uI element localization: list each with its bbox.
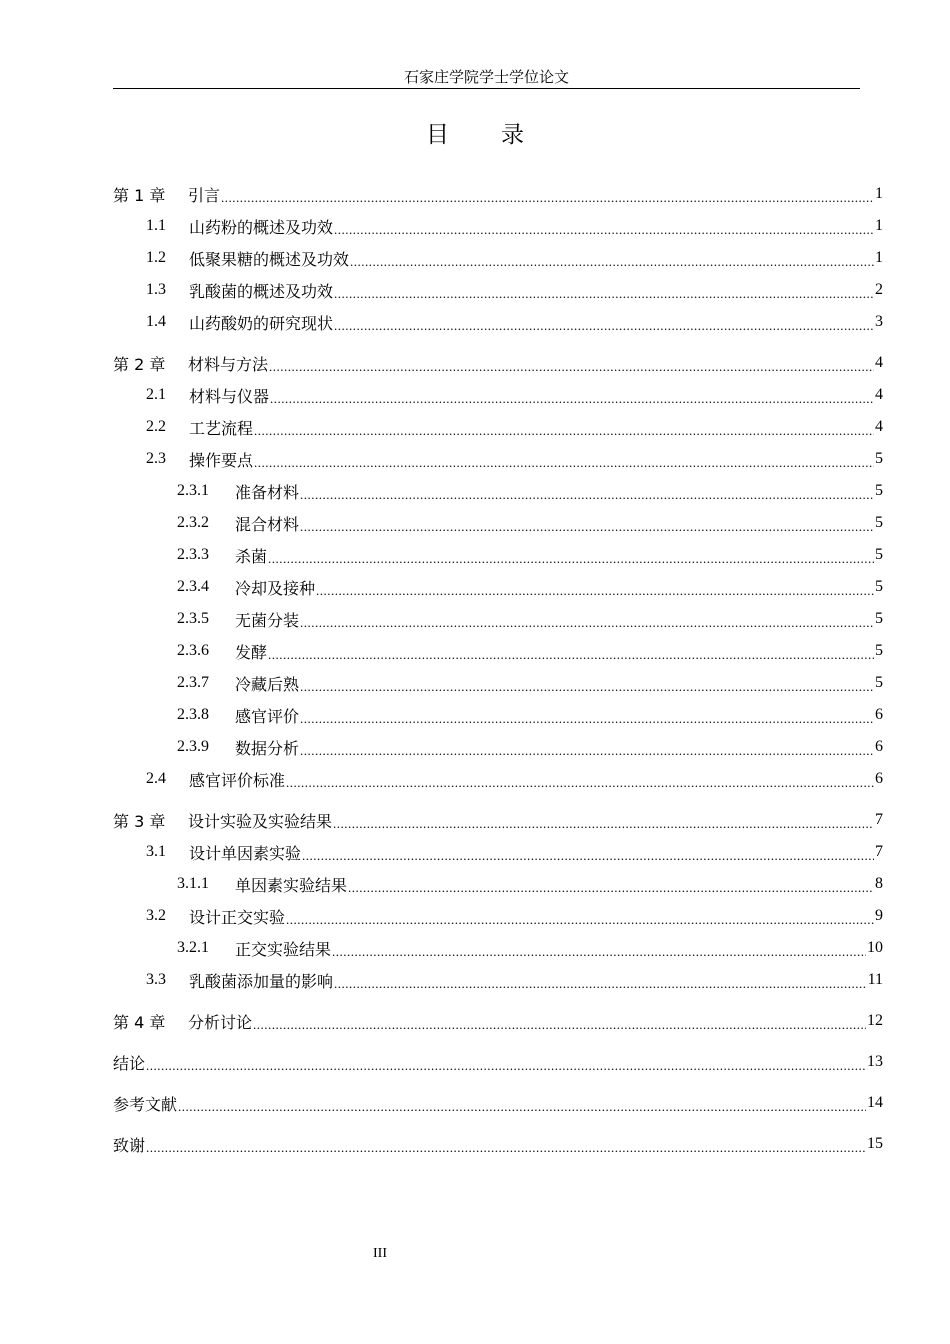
toc-entry-page: 10 xyxy=(867,939,883,956)
toc-entry-title: 参考文献 xyxy=(113,1094,178,1114)
toc-dot-leader xyxy=(334,222,874,238)
toc-entry-title: 分析讨论 xyxy=(188,1012,253,1032)
toc-entry[interactable] xyxy=(113,932,883,964)
toc-dot-leader xyxy=(178,1099,866,1115)
toc-entry[interactable] xyxy=(113,571,883,603)
header-text: 石家庄学院学士学位论文 xyxy=(403,68,569,86)
toc-entry-number: 2.1 xyxy=(146,386,166,403)
toc-entry-number: 3.1.1 xyxy=(177,875,209,892)
toc-dot-leader xyxy=(269,359,874,375)
toc-entry-page: 5 xyxy=(875,514,883,531)
toc-entry[interactable] xyxy=(113,306,883,338)
toc-entry-page: 11 xyxy=(867,971,883,988)
toc-dot-leader xyxy=(268,551,874,567)
toc-entry[interactable] xyxy=(113,347,883,379)
title-char-1: 目 xyxy=(426,122,449,148)
toc-entry-title: 感官评价 xyxy=(235,706,300,726)
toc-entry-number: 2.2 xyxy=(146,418,166,435)
toc-entry-page: 15 xyxy=(867,1135,883,1152)
toc-entry[interactable] xyxy=(113,242,883,274)
toc-entry-title: 无菌分装 xyxy=(235,610,300,630)
toc-entry[interactable] xyxy=(113,603,883,635)
toc-entry-page: 5 xyxy=(875,610,883,627)
toc-entry[interactable] xyxy=(113,411,883,443)
toc-entry-page: 14 xyxy=(867,1094,883,1111)
toc-dot-leader xyxy=(334,318,874,334)
toc-entry[interactable] xyxy=(113,836,883,868)
toc-entry-number: 第 4 章 xyxy=(113,1012,166,1032)
toc-entry-page: 2 xyxy=(875,281,883,298)
page-number: III xyxy=(373,1246,387,1261)
toc-entry-title: 发酵 xyxy=(235,642,268,662)
toc-dot-leader xyxy=(316,583,874,599)
toc-dot-leader xyxy=(270,391,874,407)
toc-dot-leader xyxy=(286,775,874,791)
toc-dot-leader xyxy=(146,1140,866,1156)
toc-entry-page: 3 xyxy=(875,313,883,330)
page-title xyxy=(0,116,950,149)
toc-entry[interactable] xyxy=(113,539,883,571)
toc-dot-leader xyxy=(300,519,874,535)
toc-entry[interactable] xyxy=(113,635,883,667)
toc-dot-leader xyxy=(332,944,866,960)
toc-entry-number: 2.3 xyxy=(146,450,166,467)
toc-entry-page: 12 xyxy=(867,1012,883,1029)
toc-entry[interactable] xyxy=(113,868,883,900)
toc-entry-number: 第 1 章 xyxy=(113,185,166,205)
toc-dot-leader xyxy=(300,615,874,631)
toc-entry[interactable] xyxy=(113,1128,883,1160)
toc-entry-title: 结论 xyxy=(113,1053,146,1073)
toc-entry-title: 引言 xyxy=(188,185,221,205)
toc-entry[interactable] xyxy=(113,731,883,763)
toc-entry-number: 2.3.6 xyxy=(177,642,209,659)
toc-dot-leader xyxy=(268,647,874,663)
toc-entry-page: 4 xyxy=(875,418,883,435)
toc-entry-page: 5 xyxy=(875,450,883,467)
toc-entry[interactable] xyxy=(113,475,883,507)
toc-entry-title: 单因素实验结果 xyxy=(235,875,348,895)
toc-entry[interactable] xyxy=(113,507,883,539)
toc-entry-number: 1.2 xyxy=(146,249,166,266)
toc-dot-leader xyxy=(254,423,874,439)
toc-entry-title: 正交实验结果 xyxy=(235,939,332,959)
toc-entry-title: 乳酸菌添加量的影响 xyxy=(189,971,334,991)
toc-entry-page: 5 xyxy=(875,642,883,659)
toc-entry-page: 5 xyxy=(875,578,883,595)
toc-entry[interactable] xyxy=(113,210,883,242)
toc-entry-number: 3.2 xyxy=(146,907,166,924)
toc-entry[interactable] xyxy=(113,379,883,411)
toc-entry[interactable] xyxy=(113,763,883,795)
toc-dot-leader xyxy=(300,679,874,695)
toc-entry-page: 6 xyxy=(875,706,883,723)
toc-dot-leader xyxy=(302,848,874,864)
toc-entry-title: 数据分析 xyxy=(235,738,300,758)
toc-entry-page: 4 xyxy=(875,354,883,371)
toc-entry-page: 1 xyxy=(875,249,883,266)
toc-entry[interactable] xyxy=(113,178,883,210)
toc-dot-leader xyxy=(300,487,874,503)
toc-entry[interactable] xyxy=(113,964,883,996)
toc-entry-page: 7 xyxy=(875,843,883,860)
toc-entry-title: 山药粉的概述及功效 xyxy=(189,217,334,237)
toc-entry-title: 冷却及接种 xyxy=(235,578,316,598)
toc-entry-number: 第 2 章 xyxy=(113,354,166,374)
toc-entry-title: 感官评价标准 xyxy=(189,770,286,790)
toc-entry-number: 2.3.8 xyxy=(177,706,209,723)
toc-entry-page: 5 xyxy=(875,482,883,499)
toc-entry-number: 2.3.1 xyxy=(177,482,209,499)
toc-entry-page: 5 xyxy=(875,674,883,691)
running-header xyxy=(113,66,860,89)
toc-entry-title: 杀菌 xyxy=(235,546,268,566)
toc-entry[interactable] xyxy=(113,1005,883,1037)
table-of-contents xyxy=(113,178,883,1160)
toc-entry-title: 准备材料 xyxy=(235,482,300,502)
toc-entry-page: 9 xyxy=(875,907,883,924)
toc-entry-title: 设计单因素实验 xyxy=(189,843,302,863)
toc-entry-page: 6 xyxy=(875,738,883,755)
toc-entry-title: 工艺流程 xyxy=(189,418,254,438)
toc-entry-title: 致谢 xyxy=(113,1135,146,1155)
toc-entry-page: 5 xyxy=(875,546,883,563)
toc-entry-page: 13 xyxy=(867,1053,883,1070)
toc-entry-title: 冷藏后熟 xyxy=(235,674,300,694)
toc-entry[interactable] xyxy=(113,1046,883,1078)
toc-entry-title: 材料与方法 xyxy=(188,354,269,374)
toc-entry[interactable] xyxy=(113,667,883,699)
toc-dot-leader xyxy=(253,1017,866,1033)
toc-entry-title: 山药酸奶的研究现状 xyxy=(189,313,334,333)
toc-entry-number: 2.3.3 xyxy=(177,546,209,563)
toc-entry-number: 1.4 xyxy=(146,313,166,330)
toc-entry-title: 混合材料 xyxy=(235,514,300,534)
toc-entry-number: 2.3.4 xyxy=(177,578,209,595)
toc-entry-page: 8 xyxy=(875,875,883,892)
toc-entry-title: 设计实验及实验结果 xyxy=(188,811,333,831)
toc-entry-number: 2.3.2 xyxy=(177,514,209,531)
toc-dot-leader xyxy=(221,190,874,206)
toc-entry-title: 乳酸菌的概述及功效 xyxy=(189,281,334,301)
toc-entry-title: 材料与仪器 xyxy=(189,386,270,406)
toc-dot-leader xyxy=(146,1058,866,1074)
toc-dot-leader xyxy=(286,912,874,928)
toc-dot-leader xyxy=(334,286,874,302)
toc-dot-leader xyxy=(348,880,874,896)
toc-entry-number: 1.3 xyxy=(146,281,166,298)
toc-entry-title: 操作要点 xyxy=(189,450,254,470)
toc-entry-number: 3.2.1 xyxy=(177,939,209,956)
toc-entry-number: 3.1 xyxy=(146,843,166,860)
toc-entry-title: 设计正交实验 xyxy=(189,907,286,927)
toc-entry-page: 4 xyxy=(875,386,883,403)
toc-entry-page: 1 xyxy=(875,217,883,234)
toc-dot-leader xyxy=(350,254,874,270)
toc-entry-page: 7 xyxy=(875,811,883,828)
toc-entry-page: 6 xyxy=(875,770,883,787)
toc-entry-number: 2.3.7 xyxy=(177,674,209,691)
toc-entry-number: 2.3.9 xyxy=(177,738,209,755)
toc-entry-number: 第 3 章 xyxy=(113,811,166,831)
toc-entry[interactable] xyxy=(113,804,883,836)
toc-dot-leader xyxy=(254,455,874,471)
toc-entry-page: 1 xyxy=(875,185,883,202)
toc-entry[interactable] xyxy=(113,1087,883,1119)
toc-entry-number: 1.1 xyxy=(146,217,166,234)
toc-dot-leader xyxy=(300,711,874,727)
toc-dot-leader xyxy=(300,743,874,759)
toc-entry[interactable] xyxy=(113,443,883,475)
title-char-2: 录 xyxy=(501,122,524,148)
toc-entry-number: 3.3 xyxy=(146,971,166,988)
toc-entry[interactable] xyxy=(113,900,883,932)
toc-entry-number: 2.4 xyxy=(146,770,166,787)
toc-entry-number: 2.3.5 xyxy=(177,610,209,627)
toc-dot-leader xyxy=(334,976,867,992)
toc-entry[interactable] xyxy=(113,274,883,306)
toc-dot-leader xyxy=(333,816,874,832)
toc-entry[interactable] xyxy=(113,699,883,731)
toc-entry-title: 低聚果糖的概述及功效 xyxy=(189,249,350,269)
